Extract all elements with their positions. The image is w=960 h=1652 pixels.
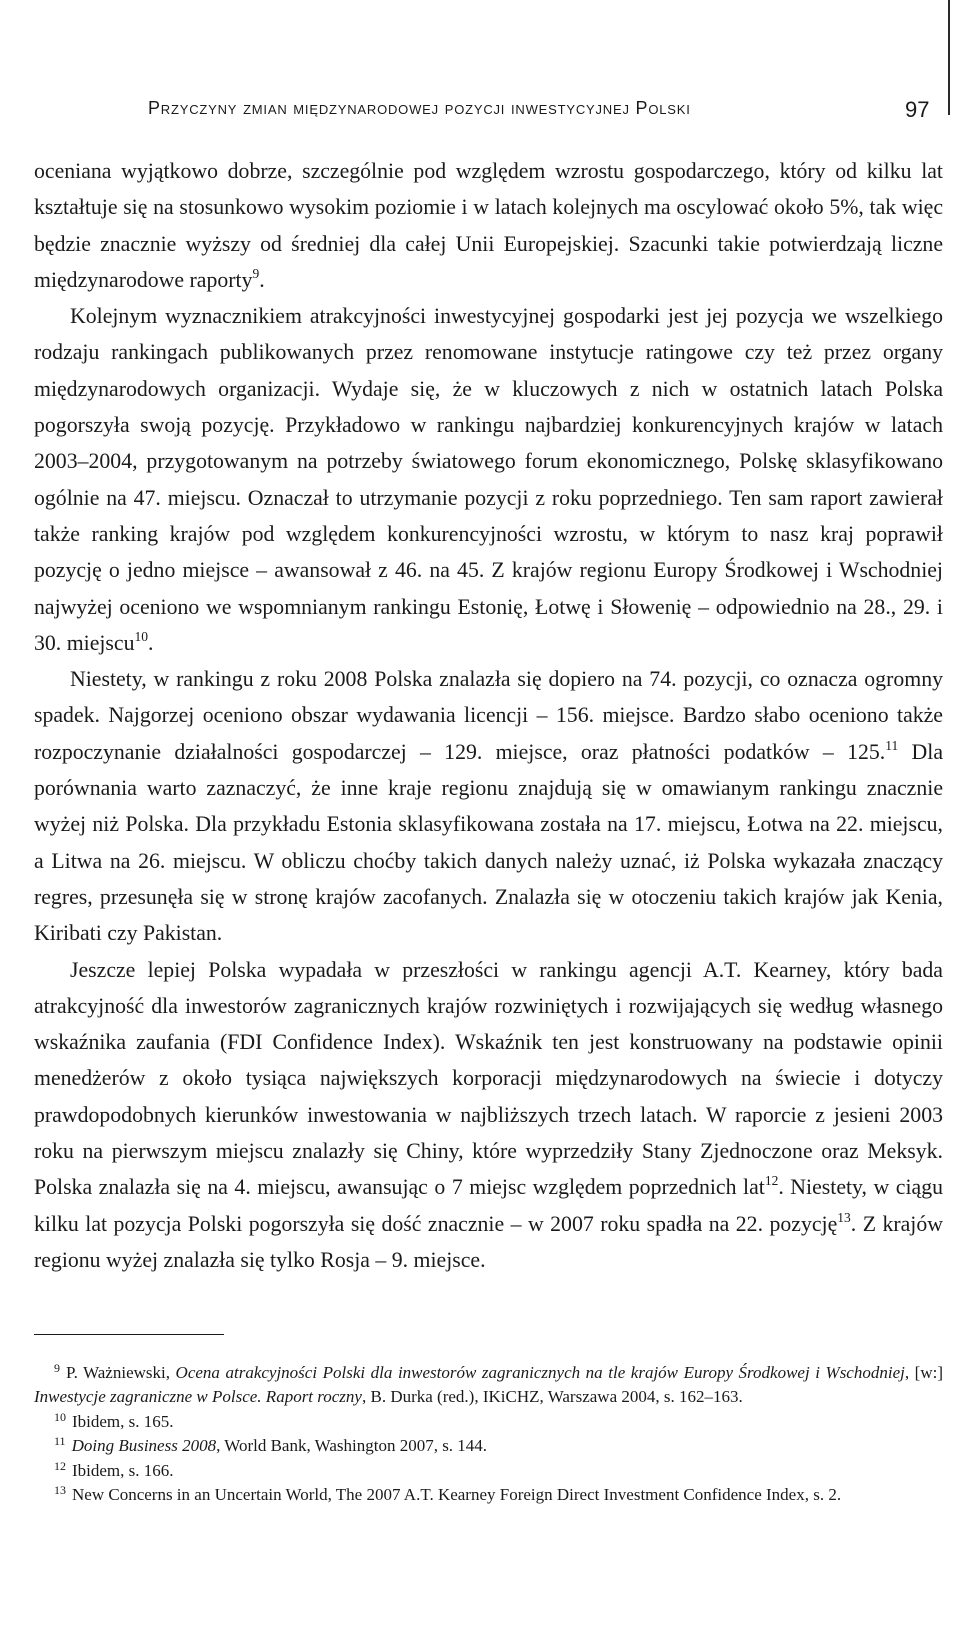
body-text	[34, 153, 943, 1278]
footnote-ref-13[interactable]: 13	[837, 1209, 851, 1225]
footnote-title: Ocena atrakcyjności Polski dla inwestorów zagranicznych na tle krajów Europy Środkowej i Wschodniej	[175, 1363, 905, 1382]
footnotes	[34, 1361, 943, 1507]
footnote-text: Ibidem, s. 166.	[72, 1460, 174, 1480]
footnote-text: , B. Durka (red.), IKiCHZ, Warszawa 2004, s. 162–163.	[361, 1387, 743, 1407]
paragraph-2-text: Kolejnym wyznacznikiem atrakcyjności inwestycyjnej gospodarki jest jej pozycja we wszelkiego rodzaju rankingach publikowanych przez renomowane instytucje ratingowe czy też przez organy międzynarodowych organizacji. Wydaje się, że w kluczowych z nich w ostatnich latach Polska pogorszyła swoją pozycję. Przykładowo w rankingu najbardziej konkurencyjnych krajów w latach 2003–2004, przygotowanym na potrzeby światowego forum ekonomicznego, Polskę sklasyfikowano ogólnie na 47. miejscu. Oznaczał to utrzymanie pozycji z roku poprzedniego. Ten sam raport zawierał także ranking krajów pod względem konkurencyjności wzrostu, w którym to nasz kraj poprawił pozycję o jedno miejsce – awansował z 46. na 45. Z krajów regionu Europy Środkowej i Wschodniej najwyżej oceniono we wspomnianym rankingu Estonię, Łotwę i Słowenię – odpowiednio na 28., 29. i 30. miejscu	[34, 304, 943, 655]
footnote-number: 12	[54, 1458, 66, 1473]
footnote-ref-12[interactable]: 12	[764, 1173, 779, 1189]
paragraph-2	[34, 298, 943, 661]
footnote-ref-9[interactable]: 9	[252, 266, 260, 282]
paragraph-4-end: . Z krajów regionu wyżej znalazła się tylko Rosja – 9. miejsce.	[34, 1211, 943, 1272]
footnote-13	[34, 1483, 943, 1507]
footnote-text: , [w:]	[904, 1363, 943, 1382]
footnote-text: , World Bank, Washington 2007, s. 144.	[216, 1436, 488, 1456]
footnote-text: P. Ważniewski,	[66, 1363, 176, 1382]
paragraph-3-text: Niestety, w rankingu z roku 2008 Polska znalazła się dopiero na 74. pozycji, co oznacza ogromny spadek. Najgorzej oceniono obszar wydawania licencji – 156. miejsce. Bardzo słabo oceniono także rozpoczynanie działalności gospodarczej – 129. miejsce, oraz płatności podatków – 125.	[34, 667, 943, 764]
paragraph-2-end: .	[148, 630, 154, 655]
footnote-10	[34, 1410, 943, 1434]
page-edge-line	[948, 0, 950, 115]
paragraph-4-cont: . Niestety, w ciągu kilku lat pozycja Polski pogorszyła się dość znacznie – w 2007 roku spadła na 22. pozycję	[34, 1175, 943, 1236]
paragraph-3	[34, 661, 943, 951]
footnote-separator	[34, 1334, 224, 1335]
footnote-source: Inwestycje zagraniczne w Polsce. Raport roczny	[34, 1387, 362, 1407]
footnote-title: Doing Business 2008	[71, 1436, 217, 1456]
paragraph-4-text: Jeszcze lepiej Polska wypadała w przeszłości w rankingu agencji A.T. Kearney, który bada atrakcyjność dla inwestorów zagranicznych krajów rozwiniętych i rozwijających się według własnego wskaźnika zaufania (FDI Confidence Index). Wskaźnik ten jest konstruowany na podstawie opinii menedżerów z około tysiąca największych korporacji międzynarodowych na świecie i dotyczy prawdopodobnych kierunków inwestowania w najbliższych trzech latach. W raporcie z jesieni 2003 roku na pierwszym miejscu znalazły się Chiny, które wyprzedziły Stany Zjednoczone oraz Meksyk. Polska znalazła się na 4. miejscu, awansując o 7 miejsc względem poprzednich lat	[34, 957, 943, 1200]
paragraph-3-cont: Dla porównania warto zaznaczyć, że inne kraje regionu znajdują się w omawianym rankingu znacznie wyżej niż Polska. Dla przykładu Estonia sklasyfikowana została na 17. miejscu, Łotwa na 22. miejscu, a Litwa na 26. miejscu. W obliczu choćby takich danych należy uznać, iż Polska wykazała znaczący regres, przesunęła się w stronę krajów zacofanych. Znalazła się w otoczeniu takich krajów jak Kenia, Kiribati czy Pakistan.	[34, 739, 944, 946]
footnote-number: 10	[54, 1409, 66, 1424]
footnote-number: 11	[54, 1434, 66, 1449]
footnote-ref-11[interactable]: 11	[885, 737, 899, 753]
footnote-11	[34, 1434, 943, 1458]
footnote-number: 13	[54, 1483, 66, 1498]
footnote-text: Ibidem, s. 165.	[72, 1411, 174, 1431]
page-number: 97	[905, 97, 930, 122]
running-head: Przyczyny zmian międzynarodowej pozycji inwestycyjnej Polski	[148, 98, 691, 118]
footnote-ref-10[interactable]: 10	[134, 629, 148, 645]
paragraph-1	[34, 153, 943, 298]
footnote-9	[34, 1361, 943, 1410]
paragraph-4	[34, 952, 943, 1279]
paragraph-1-end: .	[259, 267, 265, 292]
paragraph-1-text: oceniana wyjątkowo dobrze, szczególnie pod względem wzrostu gospodarczego, który od kilku lat kształtuje się na stosunkowo wysokim poziomie i w latach kolejnych ma oscylować około 5%, tak więc będzie znacznie wyższy od średniej dla całej Unii Europejskiej. Szacunki takie potwierdzają liczne międzynarodowe raporty	[34, 159, 943, 292]
footnote-12	[34, 1459, 943, 1483]
footnote-text: New Concerns in an Uncertain World, The 2007 A.T. Kearney Foreign Direct Investment Confidence Index, s. 2.	[72, 1485, 842, 1505]
footnote-number: 9	[54, 1361, 60, 1375]
